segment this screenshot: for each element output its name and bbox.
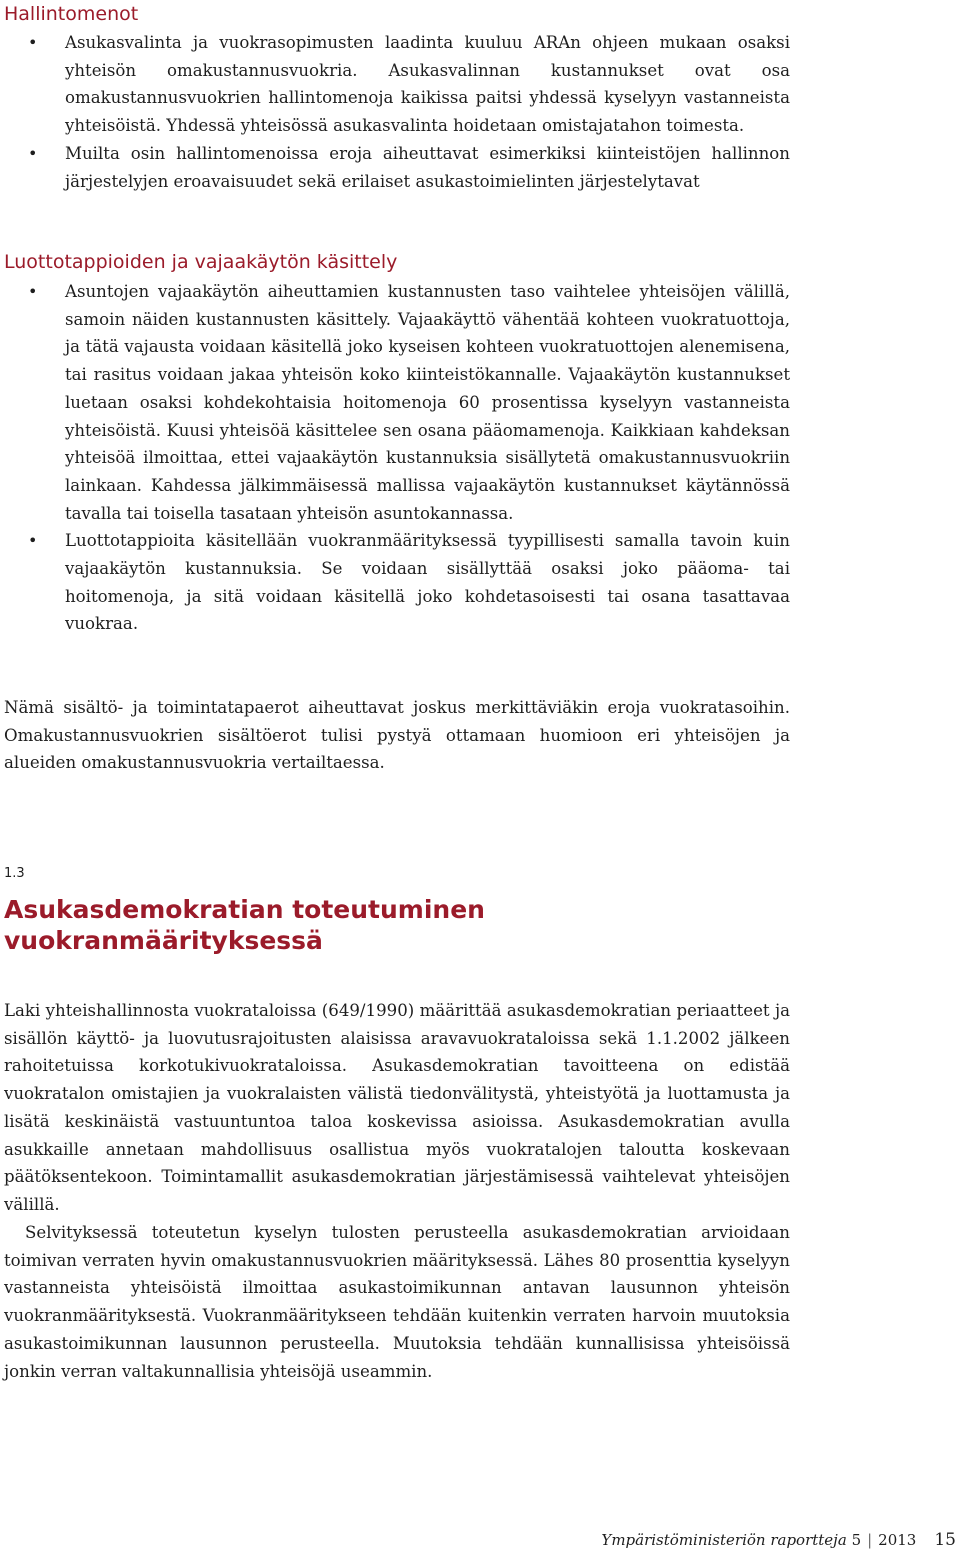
bullet-icon: • <box>28 143 38 163</box>
section-title-line1: Asukasdemokratian toteutuminen <box>4 895 485 924</box>
section-paragraph-2: Selvityksessä toteutetun kyselyn tulosten perusteella asukasdemokratian arvioidaan toimivan verraten hyvin omakustannusvuokrien määrityksessä. Lähes 80 prosenttia kyselyyn vastanneista yhteisöistä ilmoittaa asukastoimikunnan antavan lausunnon yhteisön vuokranmäärityksestä. Vuokranmääritykseen tehdään kuitenkin verraten harvoin muutoksia asukastoimikunnan lausunnon perusteella. Muutoksia tehdään kunnallisissa yhteisöissä jonkin verran valtakunnallisia yhteisöjä useammin. <box>4 1223 790 1381</box>
page-footer <box>601 1531 956 1549</box>
section-title-line2: vuokranmäärityksessä <box>4 926 323 955</box>
list-item <box>0 278 790 527</box>
section-title <box>4 894 485 956</box>
footer-separator: | <box>867 1531 873 1549</box>
page-number: 15 <box>934 1530 956 1550</box>
heading-hallintomenot: Hallintomenot <box>4 3 139 25</box>
bullet-icon: • <box>28 33 38 52</box>
list-item-text: Asuntojen vajaakäytön aiheuttamien kustannusten taso vaihtelee yhteisöjen välillä, samoin näiden kustannusten käsittely. Vajaakäyttö vähentää kohteen vuokratuottoja, ja tätä vajausta voidaan käsitellä joko kyseisen kohteen vuokratuottojen alenemisena, tai rasitus voidaan jakaa yhteisön koko kiinteistökannalle. Vajaakäytön kustannukset luetaan osaksi kohdekohtaisia hoitomenoja 60 prosentissa kyselyyn vastanneista yhteisöistä. Kuusi yhteisöä käsittelee sen osana pääomamenoja. Kaikkiaan kahdeksan yhteisöä ilmoittaa, ettei vajaakäytön kustannuksia sisällytetä omakustannusvuokriin lainkaan. Kahdessa jälkimmäisessä mallissa vajaakäytön kustannukset käytännössä tavalla tai toisella tasataan yhteisön asuntokannassa. <box>65 282 790 523</box>
bullet-icon: • <box>28 531 38 551</box>
footer-issue: 5 <box>851 1531 862 1549</box>
section-number: 1.3 <box>4 866 25 881</box>
heading-luottotappiot: Luottotappioiden ja vajaakäytön käsittely <box>4 251 398 273</box>
list-item-text: Asukasvalinta ja vuokrasopimusten laadinta kuuluu ARAn ohjeen mukaan osaksi yhteisön omakustannusvuokria. Asukasvalinnan kustannukset ovat osa omakustannusvuokrien hallintomenoja kaikissa paitsi yhdessä kyselyyn vastanneista yhteisöistä. Yhdessä yhteisössä asukasvalinta hoidetaan omistajatahon toimesta. <box>65 33 790 136</box>
luottotappiot-list <box>0 278 790 638</box>
list-item-text: Muilta osin hallintomenoissa eroja aiheuttavat esimerkiksi kiinteistöjen hallinnon järjestelyjen eroavaisuudet sekä erilaiset asukastoimielinten järjestelytavat <box>65 143 790 191</box>
bullet-icon: • <box>28 282 38 301</box>
hallintomenot-list <box>0 29 790 195</box>
summary-paragraph: Nämä sisältö- ja toimintatapaerot aiheuttavat joskus merkittäviäkin eroja vuokratasoihin. Omakustannusvuokrien sisältöerot tulisi pystyä ottamaan huomioon eri yhteisöjen ja alueiden omakustannusvuokria vertailtaessa. <box>4 698 790 773</box>
footer-series: Ympäristöministeriön raportteja <box>601 1531 847 1549</box>
list-item-text: Luottotappioita käsitellään vuokranmäärityksessä tyypillisesti samalla tavoin kuin vajaakäytön kustannuksia. Se voidaan sisällyttää osaksi joko pääoma- tai hoitomenoja, ja sitä voidaan käsitellä joko kohdetasoisesti tai osana tasattavaa vuokraa. <box>65 531 790 634</box>
footer-year: 2013 <box>878 1531 917 1549</box>
list-item <box>0 527 790 638</box>
list-item <box>0 29 790 140</box>
list-item <box>0 140 790 195</box>
section-paragraph-1: Laki yhteishallinnosta vuokrataloissa (649/1990) määrittää asukasdemokratian periaatteet ja sisällön käyttö- ja luovutusrajoitusten alaisissa aravavuokrataloissa sekä 1.1.2002 jälkeen rahoitetuissa korkotukivuokrataloissa. Asukasdemokratian tavoitteena on edistää vuokratalon omistajien ja vuokralaisten välistä tiedonvälitystä, yhteistyötä ja luottamusta ja lisätä keskinäistä vastuuntuntoa taloa koskevissa asioissa. Asukasdemokratian avulla asukkaille annetaan mahdollisuus osallistua myös vuokratalojen taloutta koskevaan päätöksentekoon. Toimintamallit asukasdemokratian järjestämisessä vaihtelevat yhteisöjen välillä. <box>4 1001 790 1214</box>
